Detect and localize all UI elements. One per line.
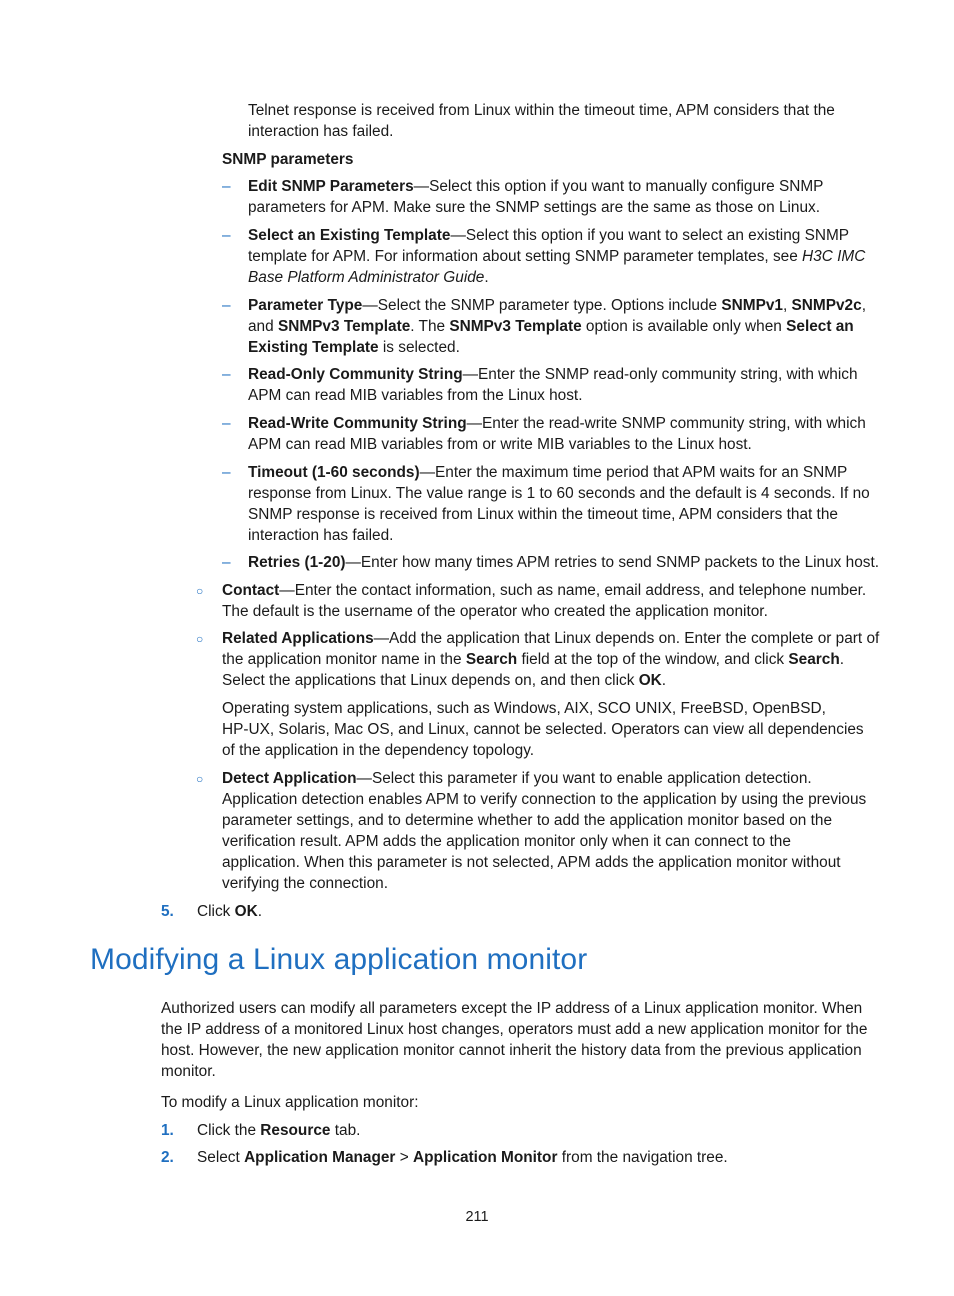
guide-title: H3C IMC (802, 248, 866, 265)
heading-text: SNMP parameters (222, 151, 354, 168)
text: , (782, 297, 792, 314)
step-number: 1. (161, 1122, 174, 1139)
text: > (395, 1149, 413, 1166)
term: OK (638, 672, 662, 689)
list-item-contact (222, 580, 866, 622)
text: Click the (197, 1122, 261, 1139)
text: —Enter the read-write SNMP community string, with which (466, 415, 866, 432)
os-applications-note (222, 698, 864, 761)
term: Existing Template (248, 339, 379, 356)
text: parameters for APM. Make sure the SNMP settings are the same as those on Linux. (248, 199, 821, 216)
dash-bullet: – (222, 464, 231, 481)
text: —Select this option if you want to select an existing SNMP (450, 227, 850, 244)
term: SNMPv1 (721, 297, 783, 314)
text: response from Linux. The value range is 1 to 60 seconds and the default is 4 seconds. If no (248, 485, 870, 502)
term: SNMPv3 Template (449, 318, 582, 335)
text: of the application in the dependency topology. (222, 742, 535, 759)
step-number: 5. (161, 903, 174, 920)
dash-bullet: – (222, 227, 231, 244)
text: application. When this parameter is not selected, APM adds the application monitor without (222, 854, 841, 871)
term: OK (234, 903, 258, 920)
list-item-select-template (248, 225, 865, 288)
term: Read-Write Community String (248, 415, 467, 432)
circle-bullet: ○ (196, 584, 204, 598)
term: Retries (1-20) (248, 554, 346, 571)
text: option is available only when (581, 318, 787, 335)
term: Select an Existing Template (248, 227, 451, 244)
term: SNMPv2c (791, 297, 862, 314)
snmp-parameters-heading (222, 149, 353, 170)
text: —Select the SNMP parameter type. Options include (362, 297, 722, 314)
text: field at the top of the window, and click (517, 651, 789, 668)
term: Parameter Type (248, 297, 363, 314)
section-heading: Modifying a Linux application monitor (90, 943, 588, 976)
procedure-intro (161, 1092, 419, 1113)
text: from the navigation tree. (557, 1149, 728, 1166)
text: . (661, 672, 667, 689)
text: —Enter how many times APM retries to send SNMP packets to the Linux host. (345, 554, 880, 571)
list-item-read-only (248, 364, 858, 406)
text: . (839, 651, 845, 668)
text: Select (197, 1149, 245, 1166)
text: —Add the application that Linux depends on. Enter the complete or part of (373, 630, 880, 647)
text: . (484, 269, 489, 286)
step-number: 2. (161, 1149, 174, 1166)
list-item-retries (248, 552, 879, 573)
text: Application detection enables APM to verify connection to the application by using the previous (222, 791, 867, 808)
dash-bullet: – (222, 554, 231, 571)
circle-bullet: ○ (196, 632, 204, 646)
text: The default is the username of the operator who created the application monitor. (222, 603, 768, 620)
text: the application monitor name in the (222, 651, 466, 668)
term: Timeout (1-60 seconds) (248, 464, 420, 481)
text: APM can read MIB variables from the Linux host. (248, 387, 583, 404)
text: Operating system applications, such as Windows, AIX, SCO UNIX, FreeBSD, OpenBSD, (222, 700, 826, 717)
list-item-detect-application (222, 768, 866, 894)
term: Detect Application (222, 770, 357, 787)
term: Search (465, 651, 518, 668)
list-item-related-applications (222, 628, 879, 691)
term: SNMPv3 Template (277, 318, 411, 335)
term: Related Applications (222, 630, 374, 647)
dash-bullet: – (222, 178, 231, 195)
text: monitor. (161, 1063, 216, 1080)
text: the IP address of a monitored Linux host changes, operators must add a new application monitor for the (161, 1021, 868, 1038)
continuation-paragraph (248, 100, 835, 142)
text: and (248, 318, 278, 335)
dash-bullet: – (222, 415, 231, 432)
step-1 (197, 1120, 360, 1141)
text: Authorized users can modify all parameters except the IP address of a Linux application monitor. When (161, 1000, 863, 1017)
term: Resource (260, 1122, 331, 1139)
text: tab. (330, 1122, 361, 1139)
page-number: 211 (465, 1209, 489, 1225)
text: parameter settings, and to determine whether to add the application monitor based on the (222, 812, 833, 829)
text: —Enter the SNMP read-only community string, with which (462, 366, 858, 383)
text: Select the applications that Linux depends on, and then click (222, 672, 639, 689)
text: verification result. APM adds the application monitor only when it can connect to the (222, 833, 791, 850)
text: verifying the connection. (222, 875, 388, 892)
text: Click (197, 903, 235, 920)
list-item-read-write (248, 413, 866, 455)
step-2 (197, 1147, 728, 1168)
term: Contact (222, 582, 280, 599)
term: Application Monitor (412, 1149, 558, 1166)
text: SNMP response is received from Linux within the timeout time, APM considers that the (248, 506, 838, 523)
dash-bullet: – (222, 366, 231, 383)
text: interaction has failed. (248, 527, 394, 544)
intro-paragraph (161, 998, 867, 1082)
text: Telnet response is received from Linux within the timeout time, APM considers that the (248, 102, 835, 119)
text: , (861, 297, 866, 314)
text: template for APM. For information about setting SNMP parameter templates, see (248, 248, 803, 265)
term: Select an (786, 318, 854, 335)
text: —Enter the maximum time period that APM waits for an SNMP (419, 464, 848, 481)
text: —Select this option if you want to manually configure SNMP (413, 178, 824, 195)
text: APM can read MIB variables from or write MIB variables to the Linux host. (248, 436, 752, 453)
dash-bullet: – (222, 297, 231, 314)
text: interaction has failed. (248, 123, 394, 140)
term: Search (788, 651, 840, 668)
text: . The (410, 318, 450, 335)
text: is selected. (378, 339, 460, 356)
text: —Enter the contact information, such as name, email address, and telephone number. (279, 582, 867, 599)
list-item-parameter-type (248, 295, 866, 358)
term: Application Manager (244, 1149, 396, 1166)
list-item-edit-snmp (248, 176, 823, 218)
guide-title: Base Platform Administrator Guide (248, 269, 485, 286)
term: Read-Only Community String (248, 366, 463, 383)
list-item-timeout (248, 462, 870, 546)
text: HP-UX, Solaris, Mac OS, and Linux, cannot be selected. Operators can view all dependencies (222, 721, 864, 738)
text: . (257, 903, 262, 920)
step-5 (197, 901, 262, 922)
text: host. However, the new application monitor cannot inherit the history data from the previous application (161, 1042, 862, 1059)
circle-bullet: ○ (196, 772, 204, 786)
term: Edit SNMP Parameters (248, 178, 414, 195)
text: To modify a Linux application monitor: (161, 1094, 419, 1111)
text: —Select this parameter if you want to enable application detection. (356, 770, 812, 787)
